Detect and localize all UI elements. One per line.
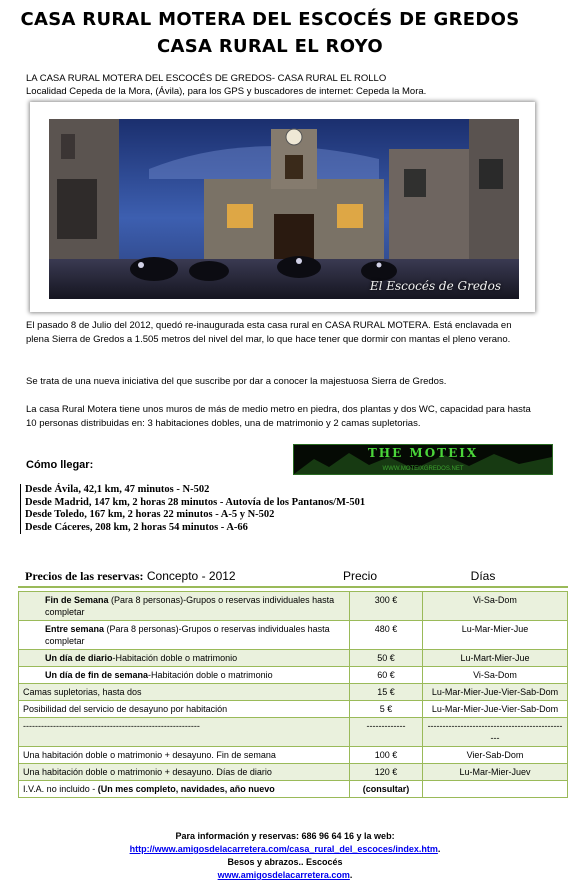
prices-table bbox=[18, 591, 568, 798]
days-cell: Vier-Sab-Dom bbox=[423, 747, 568, 764]
footer-link-line bbox=[0, 843, 570, 856]
the-moteix-banner[interactable] bbox=[293, 444, 553, 475]
home-link[interactable]: www.amigosdelacarretera.com bbox=[217, 870, 350, 880]
intro-line-2: Localidad Cepeda de la Mora, (Ávila), para los GPS y buscadores de internet: Cepeda la Mora. bbox=[26, 86, 427, 97]
concept-text: ----------------------------------------------------------- bbox=[23, 721, 200, 731]
price-cell: 300 € bbox=[350, 592, 423, 621]
concept-text: (Para 8 personas)-Grupos o reservas individuales hasta completar bbox=[45, 624, 330, 646]
route-item: Desde Ávila, 42,1 km, 47 minutos - N-502 bbox=[25, 484, 210, 495]
how-to-heading: Cómo llegar: bbox=[26, 459, 94, 471]
prices-heading bbox=[25, 569, 236, 584]
concept-text: (Para 8 personas)-Grupos o reservas individuales hasta completar bbox=[45, 595, 335, 617]
days-cell: Vi-Sa-Dom bbox=[423, 592, 568, 621]
concept-text: -Habitación doble o matrimonio bbox=[112, 653, 238, 663]
footer-home-suffix: . bbox=[349, 870, 353, 880]
intro-line-1: LA CASA RURAL MOTERA DEL ESCOCÉS DE GREDOS- CASA RURAL EL ROLLO bbox=[26, 73, 387, 84]
page-title: CASA RURAL MOTERA DEL ESCOCÉS DE GREDOS bbox=[20, 9, 520, 30]
footer-link-suffix: . bbox=[437, 844, 441, 854]
concept-cell bbox=[19, 667, 350, 684]
price-row bbox=[19, 684, 568, 701]
price-row bbox=[19, 650, 568, 667]
concept-text: -Habitación doble o matrimonio bbox=[148, 670, 273, 680]
concept-text: Una habitación doble o matrimonio + desayuno. Días de diario bbox=[23, 767, 272, 777]
routes-list bbox=[20, 484, 365, 534]
price-cell: 5 € bbox=[350, 701, 423, 718]
days-cell: Lu-Mar-Mier-Jue-Vier-Sab-Dom bbox=[423, 701, 568, 718]
photo-illustration bbox=[49, 119, 519, 299]
days-cell: Lu-Mar-Mier-Jue-Vier-Sab-Dom bbox=[423, 684, 568, 701]
concept-text: Una habitación doble o matrimonio + desayuno. Fin de semana bbox=[23, 750, 276, 760]
price-cell: 120 € bbox=[350, 764, 423, 781]
concept-bold-note: (Un mes completo, navidades, año nuevo bbox=[97, 784, 275, 794]
price-cell: 60 € bbox=[350, 667, 423, 684]
village-square-photo bbox=[49, 119, 519, 299]
route-item: Desde Cáceres, 208 km, 2 horas 54 minutos - A-66 bbox=[25, 521, 248, 533]
concept-cell bbox=[19, 781, 350, 798]
concept-text: I.V.A. no incluido - bbox=[23, 784, 98, 794]
prices-header bbox=[18, 566, 568, 588]
footer-greeting: Besos y abrazos.. Escocés bbox=[227, 857, 343, 867]
website-link[interactable]: http://www.amigosdelacarretera.com/casa_rural_del_escoces/index.htm bbox=[129, 844, 438, 854]
price-cell: 15 € bbox=[350, 684, 423, 701]
price-row bbox=[19, 667, 568, 684]
paragraph-description: La casa Rural Motera tiene unos muros de más de medio metro en piedra, dos plantas y dos WC, capacidad para hasta 10 personas distribuidas en: 3 habitaciones dobles, una de matrimonio y 2 camas supletorias. bbox=[26, 404, 531, 429]
column-header-days: Días bbox=[470, 569, 496, 583]
days-cell: ------------------------------------------------ bbox=[423, 718, 568, 747]
footer-contact: Para información y reservas: 686 96 64 16 y la web: bbox=[175, 831, 395, 841]
days-cell bbox=[423, 781, 568, 798]
price-row bbox=[19, 764, 568, 781]
price-row bbox=[19, 592, 568, 621]
intro-block bbox=[26, 72, 426, 98]
price-row bbox=[19, 718, 568, 747]
paragraph-initiative: Se trata de una nueva iniciativa del que suscribe por dar a conocer la majestuosa Sierra de Gredos. bbox=[26, 376, 447, 387]
concept-bold: Fin de Semana bbox=[45, 595, 109, 605]
prices-section bbox=[18, 566, 568, 798]
photo-frame bbox=[30, 102, 535, 312]
prices-heading-concept: Concepto - 2012 bbox=[143, 569, 236, 583]
days-cell: Lu-Mar-Mier-Jue bbox=[423, 621, 568, 650]
concept-cell bbox=[19, 701, 350, 718]
days-cell: Lu-Mart-Mier-Jue bbox=[423, 650, 568, 667]
banner-title: THE MOTEIX bbox=[367, 446, 479, 460]
concept-cell bbox=[19, 747, 350, 764]
price-row bbox=[19, 781, 568, 798]
concept-cell bbox=[19, 718, 350, 747]
concept-cell bbox=[19, 684, 350, 701]
concept-bold: Entre semana bbox=[45, 624, 105, 634]
concept-cell bbox=[19, 650, 350, 667]
price-cell: ------------- bbox=[350, 718, 423, 747]
concept-text: Posibilidad del servicio de desayuno por habitación bbox=[23, 704, 228, 714]
price-row bbox=[19, 701, 568, 718]
price-cell: 480 € bbox=[350, 621, 423, 650]
route-item: Desde Toledo, 167 km, 2 horas 22 minutos - A-5 y N-502 bbox=[25, 509, 275, 520]
prices-heading-bold: Precios de las reservas: bbox=[25, 569, 144, 583]
photo-caption: El Escocés de Gredos bbox=[369, 279, 501, 293]
price-cell: (consultar) bbox=[350, 781, 423, 798]
concept-cell bbox=[19, 621, 350, 650]
days-cell: Lu-Mar-Mier-Juev bbox=[423, 764, 568, 781]
price-cell: 100 € bbox=[350, 747, 423, 764]
concept-bold: Un día de diario bbox=[45, 653, 113, 663]
price-cell: 50 € bbox=[350, 650, 423, 667]
paragraph-inauguration: El pasado 8 de Julio del 2012, quedó re-inaugurada esta casa rural en CASA RURAL MOTERA. Está enclavada en plena Sierra de Gredos a 1.505 metros del nivel del mar, lo que hace tener que dormir con mantas el pleno verano. bbox=[26, 320, 512, 345]
days-cell: Vi-Sa-Dom bbox=[423, 667, 568, 684]
footer-home-line bbox=[0, 869, 570, 882]
page-subtitle: CASA RURAL EL ROYO bbox=[157, 36, 383, 57]
concept-cell bbox=[19, 592, 350, 621]
price-row bbox=[19, 621, 568, 650]
route-item: Desde Madrid, 147 km, 2 horas 28 minutos - Autovía de los Pantanos/M-501 bbox=[25, 496, 366, 508]
footer bbox=[0, 830, 570, 882]
column-header-price: Precio bbox=[342, 569, 377, 583]
concept-bold: Un día de fin de semana bbox=[45, 670, 149, 680]
concept-text: Camas supletorias, hasta dos bbox=[23, 687, 142, 697]
price-row bbox=[19, 747, 568, 764]
banner-url: WWW.MOTEIXGREDOS.NET bbox=[382, 466, 464, 472]
concept-cell bbox=[19, 764, 350, 781]
